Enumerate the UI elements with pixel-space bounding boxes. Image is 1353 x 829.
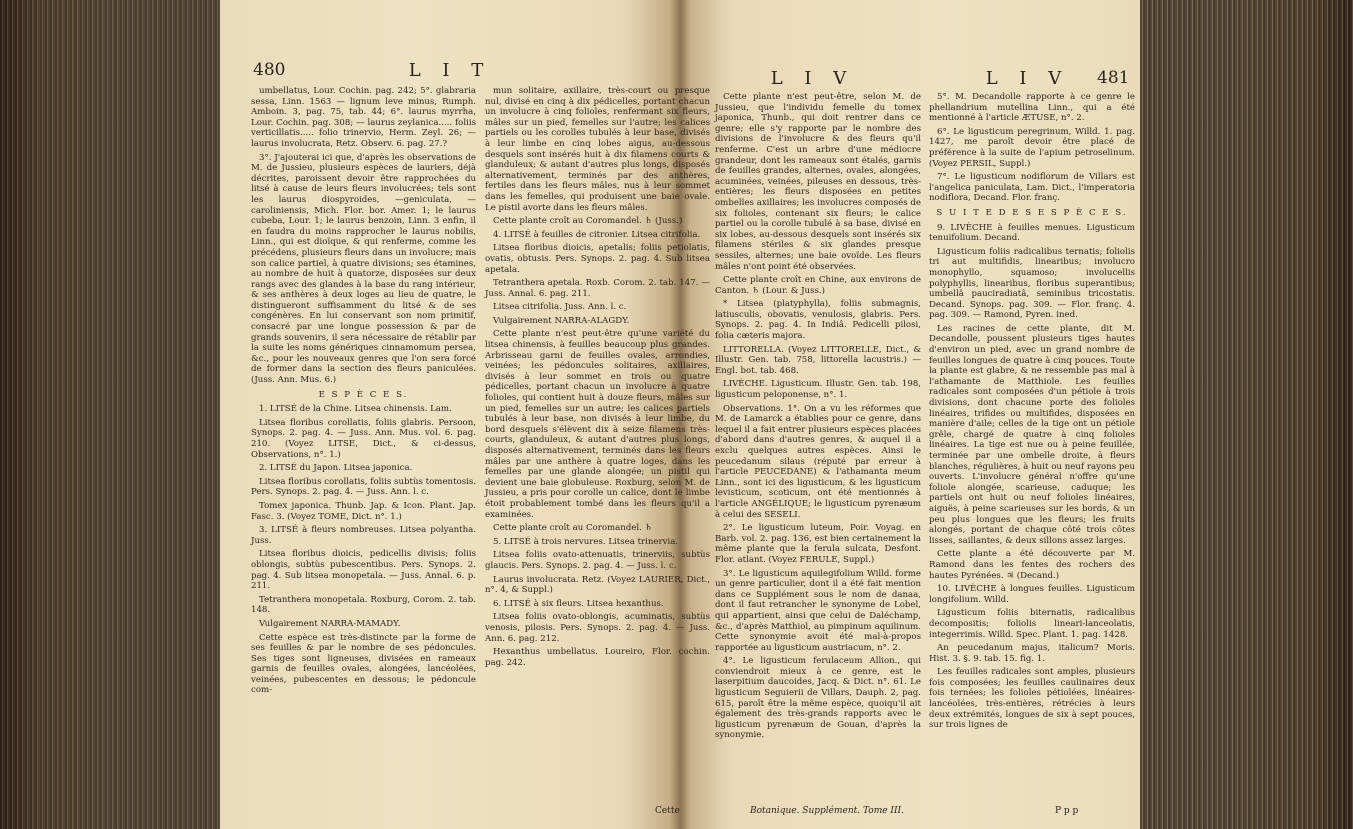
left-page (215, 0, 710, 829)
paragraph: Litsea foliis ovato-oblongis, acuminatis, subtùs venosis, pilosis. Pers. Synops. 2. pag. 4. — Juss. Ann. 6. pag. 212. (485, 612, 710, 644)
paragraph: Cette plante a été découverte par M. Ramond dans les fentes des rochers des hautes Pyrénées. ♃ (Decand.) (929, 549, 1135, 581)
running-head: L I T (408, 60, 492, 81)
paragraph: Litsea floribus dioicis, pedicellis divisis; foliis oblongis, subtùs pubescentibus. Pers. Synops. 2. pag. 4. Sub litsea monopetala. — Juss. Annal. 6. p. 211. (251, 549, 476, 592)
paragraph: * Litsea (platyphylla), foliis submagnis, latiusculis, obovatis, venulosis, glabris. Pers. Synops. 2. pag. 4. In Indiâ. Pedicelli pilosi, folia cæteris majora. (715, 299, 921, 342)
text-column (485, 86, 710, 671)
paragraph: 3°. J'ajouterai ici que, d'après les observations de M. de Jussieu, plusieurs espèces de lauriers, déjà décrites, paroissent devoir être rapprochées du litsé à cause de leurs fleurs involucrées; tels sont les laurus diospyroides, —geniculata, —caroliniensis, Mich. Flor. bor. Amer. 1; le laurus cubeba, Lour. 1; le laurus benzoin, Linn. 3 enfin, il en faudra du moins rapprocher le laurus nobilis, Linn., qui est dioïque, & qui renferme, comme les précédens, plusieurs fleurs dans un involucre; mais son calice partiel, à quatre divisions; ses étamines, au nombre de huit à quatorze, disposées sur deux rangs avec des glandes à la base du rang intérieur, & ses anthères à deux loges au lieu de quatre, le distingueront suffisamment du litsé & de ses congénères. En lui conservant son nom primitif, consacré par une longue possession & par de grands souvenirs, il sera nécessaire de rétablir par la suite les noms génériques cinnamomum persea, &c., pour les nouveaux genres que l'on sera forcé de former dans la section des fleurs paniculées. (Juss. Ann. Mus. 6.) (251, 152, 476, 386)
running-head-right: L I V (985, 68, 1070, 89)
paragraph: 3. LITSÉ à fleurs nombreuses. Litsea polyantha. Juss. (251, 525, 476, 546)
paragraph: 3°. Le ligusticum aquilegifolium Willd. forme un genre particulier, dont il a été fait mention dans ce Supplément sous le nom de danaa, dont il faut retrancher le synonyme de Lobel, qui appartient, ainsi que celui de Daléchamp, &c., d'après Matthiol, au pimpinum aquilinum. Cette synonymie avoit été mal-à-propos rapportée au ligusticum austriacum, n°. 2. (715, 568, 921, 653)
paragraph: 2°. Le ligusticum luteum, Poir. Voyag. en Barb. vol. 2. pag. 136, est bien certainement la même plante que la ferula sulcata, Desfont. Flor. atlant. (Voyez FERULE, Suppl.) (715, 523, 921, 565)
paragraph: Laurus involucrata. Retz. (Voyez LAURIER, Dict., n°. 4, & Suppl.) (485, 574, 710, 596)
paragraph: 4. LITSÉ à feuilles de citronier. Litsea citrifolia. (493, 229, 701, 240)
paragraph: 2. LITSÉ du Japon. Litsea japonica. (259, 463, 413, 474)
paragraph: Hexanthus umbellatus. Loureiro, Flor. cochin. pag. 242. (485, 647, 710, 668)
paragraph: Vulgairement NARRA-ALAGDY. (493, 315, 630, 326)
paragraph: S U I T E D E S E S P È C E S. (936, 207, 1128, 218)
paragraph: 6°. Le ligusticum peregrinum, Willd. 1. pag. 1427, me paroît devoir être placé de préférence à la suite de l'apium petroselinum. (Voyez PERSIL, Suppl.) (929, 126, 1135, 169)
paragraph: An peucedanum majus, italicum? Moris. Hist. 3. §. 9. tab. 15. fig. 1. (929, 643, 1135, 664)
paragraph: Ligusticum foliis radicalibus ternatis; foliolis tri aut multifidis, linearibus; involucro monophyllo, squamoso; involucellis polyphyllis, linearibus, floribus superantibus; umbellâ pauciradiatâ, seminibus tricostatis. Decand. Synops. pag. 309. — Flor. franç. 4. pag. 309. — Ramond, Pyren. ined. (929, 246, 1135, 321)
paragraph: mun solitaire, axillaire, très-court ou presque nul, divisé en cinq à dix pédicelles, portant chacun un involucre à cinq folioles, renfermant six fleurs, mâles sur un pied, femelles sur l'autre; les calices partiels ou les corolles tubulés à leur base, divisés à leur limbe en cinq lobes aigus, au-dessous desquels sont insérés huit à dix filamens courts & glanduleux; & autant d'autres plus longs, disposés alternativement, terminés par des anthères, fertiles dans les fleurs mâles, nus à leur sommet dans les femelles, qui produisent une baie ovale. Le pistil avorte dans les fleurs mâles. (485, 86, 710, 213)
paragraph: 6. LITSÉ à six fleurs. Litsea hexanthus. (493, 598, 664, 609)
paragraph: Les feuilles radicales sont amples, plusieurs fois composées; les feuilles caulinaires deux fois ternées; les folioles pétiolées, linéaires-lancéolées, très-entières, rétrécies à leurs deux extrémités, longues de six à sept pouces, sur trois lignes de (929, 667, 1135, 731)
paragraph: Cette plante croît au Coromandel. ♄ (Juss.) (493, 216, 683, 227)
paragraph: Cette plante n'est peut-être, selon M. de Jussieu, que l'individu femelle du tomex japonica, Thunb., qui doit rentrer dans ce genre; elle s'y rapporte par le nombre des divisions de l'involucre & des fleurs qu'il renferme. C'est un arbre d'une médiocre grandeur, dont les rameaux sont étalés, garnis de feuilles grandes, alternes, ovales, alongées, acuminées, veinées, pileuses en dessous, très-entières; les fleurs disposées en petites ombelles axillaires; les involucres composés de six folioles, contenant six fleurs; le calice partiel ou la corolle tubulé à sa base, divisé en six lobes, au-dessous desquels sont insérés six filamens stériles & six glandes presque sessiles, alternes; une baie ovoïde. Les fleurs mâles n'ont point été observées. (715, 92, 921, 272)
paragraph: LIVÈCHE. Ligusticum. Illustr. Gen. tab. 198, ligusticum peloponense, n°. 1. (715, 379, 921, 401)
right-page (705, 0, 1135, 829)
paragraph: 5. LITSÉ à trois nervures. Litsea trinervia. (493, 536, 679, 547)
page-number: 481 (1097, 68, 1130, 88)
paragraph: 1. LITSÉ de la Chine. Litsea chinensis. Lam. (259, 404, 452, 415)
page-edges-right (1140, 0, 1353, 829)
paragraph: umbellatus, Lour. Cochin. pag. 242; 5°. glabraria sessa, Linn. 1563 — lignum leve minus, Rumph. Amboin. 3, pag. 75, tab. 44; 6°. laurus myrrha, Lour. Cochin. pag. 308; — laurus zeylanica..... foliis verticillatis..... folio trinervio, Herm. Zeyl. 26; — laurus involucrata, Retz. Observ. 6. pag. 27.? (251, 86, 476, 149)
paragraph: Les racines de cette plante, dit M. Decandolle, poussent plusieurs tiges hautes d'environ un pied, avec un grand nombre de feuilles longues de quatre à cinq pouces. Toute la plante est glabre, & ne ressemble pas mal à l'athamante de Matthiole. Les feuilles radicales sont composées d'un pétiole à trois divisions, dont chacune porte des folioles linéaires, trifides ou multifides, disposées en manière d'aile; celles de la tige ont un pétiole grêle, chargé de quatre à cinq folioles linéaires. La tige est nue ou à peine feuillée, terminée par une ombelle droite, à fleurs blanches, régulières, à huit ou neuf rayons peu ouverts. L'involucre général n'offre qu'une foliole alongée, scarieuse, caduque; les partiels ont huit ou neuf folioles linéaires, aiguës, à peine scarieuses sur les bords, & un peu plus longues que les fleurs; les fruits alongés, portant de chaque côté trois côtes lisses, saillantes, & deux sillons assez larges. (929, 323, 1135, 546)
paragraph: Ligusticum foliis biternatis, radicalibus decompositis; foliolis lineari-lanceolatis, integerrimis. Willd. Spec. Plant. 1. pag. 1428. (929, 608, 1135, 640)
paragraph: Vulgairement NARRA-MAMADY. (259, 618, 401, 629)
paragraph: Litsea floribus corollatis, foliis subtùs tomentosis. Pers. Synops. 2. pag. 4. — Juss. Ann. l. c. (251, 476, 476, 498)
paragraph: Cette plante croît au Coromandel. ♄ (493, 523, 653, 534)
footer-title: Botanique. Supplément. Tome III. (750, 806, 904, 816)
paragraph: Litsea foliis ovato-attenuatis, trinerviis, subtùs glaucis. Pers. Synops. 2. pag. 4. — Juss. l. c. (485, 550, 710, 571)
paragraph: Tomex japonica. Thunb. Jap. & Icon. Plant. Jap. Fasc. 3. (Voyez TOME, Dict. n°. 1.) (251, 500, 476, 522)
paragraph: 10. LIVÈCHE à longues feuilles. Ligusticum longifolium. Willd. (929, 584, 1135, 605)
paragraph: Tetranthera monopetala. Roxburg, Corom. 2. tab. 148. (251, 594, 476, 616)
paragraph: Litsea citrifolia. Juss. Ann. l. c. (493, 302, 627, 313)
paragraph: 4°. Le ligusticum ferulaceum Allion., qui conviendroit mieux à ce genre, est le laserpitium daucoides, Jacq. & Dict. n°. 61. Le ligusticum Seguierii de Villars, Dauph. 2, pag. 615, paroît être la même espèce, quoiqu'il ait également des très-grands rapports avec le ligusticum pyrenæum de Gouan, d'après la synonymie. (715, 656, 921, 741)
paragraph: E S P È C E S. (318, 389, 409, 400)
paragraph: 9. LIVÈCHE à feuilles menues. Ligusticum tenuifolium. Decand. (929, 222, 1135, 244)
page-number: 480 (253, 60, 286, 80)
text-column (929, 92, 1135, 734)
text-column (715, 92, 921, 744)
page-edges-left (0, 0, 220, 829)
paragraph: Cette plante n'est peut-être qu'une variété du litsea chinensis, à feuilles beaucoup plus grandes. Arbrisseau garni de feuilles ovales, arrondies, veinées; les pédoncules solitaires, axillaires, divisés à leur sommet en trois ou quatre pédicelles, portant chacun un involucre à quatre folioles, qui contient huit à douze fleurs, mâles sur un pied, femelles sur un autre; les calices partiels tubulés à leur base, non divisés à leur limbe, du bord desquels s'élèvent dix à seize filamens très-courts, glanduleux, & autant d'autres plus longs, disposés alternativement, terminés dans les fleurs mâles par une anthère à quatre loges, dans les femelles par une glande alongée; un pistil qui devient une baie globuleuse. Roxburg, selon M. de Jussieu, a pris pour corolle un calice, dont le limbe étoit probablement tombé dans les fleurs qu'il a examinées. (485, 329, 710, 520)
paragraph: Cette espèce est très-distincte par la forme de ses feuilles & par le nombre de ses pédoncules. Ses tiges sont ligneuses, divisées en rameaux garnis de feuilles ovales, alongées, lancéolées, veinées, pubescentes en dessous; le pédoncule com- (251, 632, 476, 696)
paragraph: Litsea floribus corollatis, foliis glabris. Persoon, Synops. 2. pag. 4. — Juss. Ann. Mus. vol. 6. pag. 210. (Voyez LITSE, Dict., & ci-dessus, Observations, n°. 1.) (251, 417, 476, 460)
catchword: Cette (655, 806, 680, 816)
text-column (251, 86, 476, 699)
paragraph: 7°. Le ligusticum nodiflorum de Villars est l'angelica paniculata, Lam. Dict., l'imperatoria nodiflora, Decand. Flor. franç. (929, 172, 1135, 204)
signature-mark: P p p (1055, 806, 1079, 816)
paragraph: Cette plante croît en Chine, aux environs de Canton. ♄ (Lour. & Juss.) (715, 275, 921, 296)
running-head-left: L I V (770, 68, 855, 89)
paragraph: Observations. 1°. On a vu les réformes que M. de Lamarck a établies pour ce genre, dans lequel il a fait entrer plusieurs espèces placées d'abord dans d'autres genres, & auquel il a exclu quelques autres espèces. Ainsi le peucedanum silaus (réputé par erreur à l'article PEUCEDANE) & l'athamanta meum Linn., sont ici des ligusticum, & les ligusticum levisticum, scoticum, ont été mentionnés à l'article ANGÉLIQUE; le ligusticum pyrenæum à celui des SESELI. (715, 403, 921, 520)
paragraph: Litsea floribus dioicis, apetalis; foliis petiolatis, ovatis, obtusis. Pers. Synops. 2. pag. 4. Sub litsea apetala. (485, 243, 710, 275)
paragraph: 5°. M. Decandolle rapporte à ce genre le phellandrium mutellina Linn., qui a été mentionné à l'article ÆTUSE, n°. 2. (929, 92, 1135, 124)
paragraph: Tetranthera apetala. Roxb. Corom. 2. tab. 147. — Juss. Annal. 6. pag. 211. (485, 278, 710, 299)
paragraph: LITTORELLA. (Voyez LITTORELLE, Dict., & Illustr. Gen. tab. 758, littorella lacustris.) — Engl. bot. tab. 468. (715, 344, 921, 376)
